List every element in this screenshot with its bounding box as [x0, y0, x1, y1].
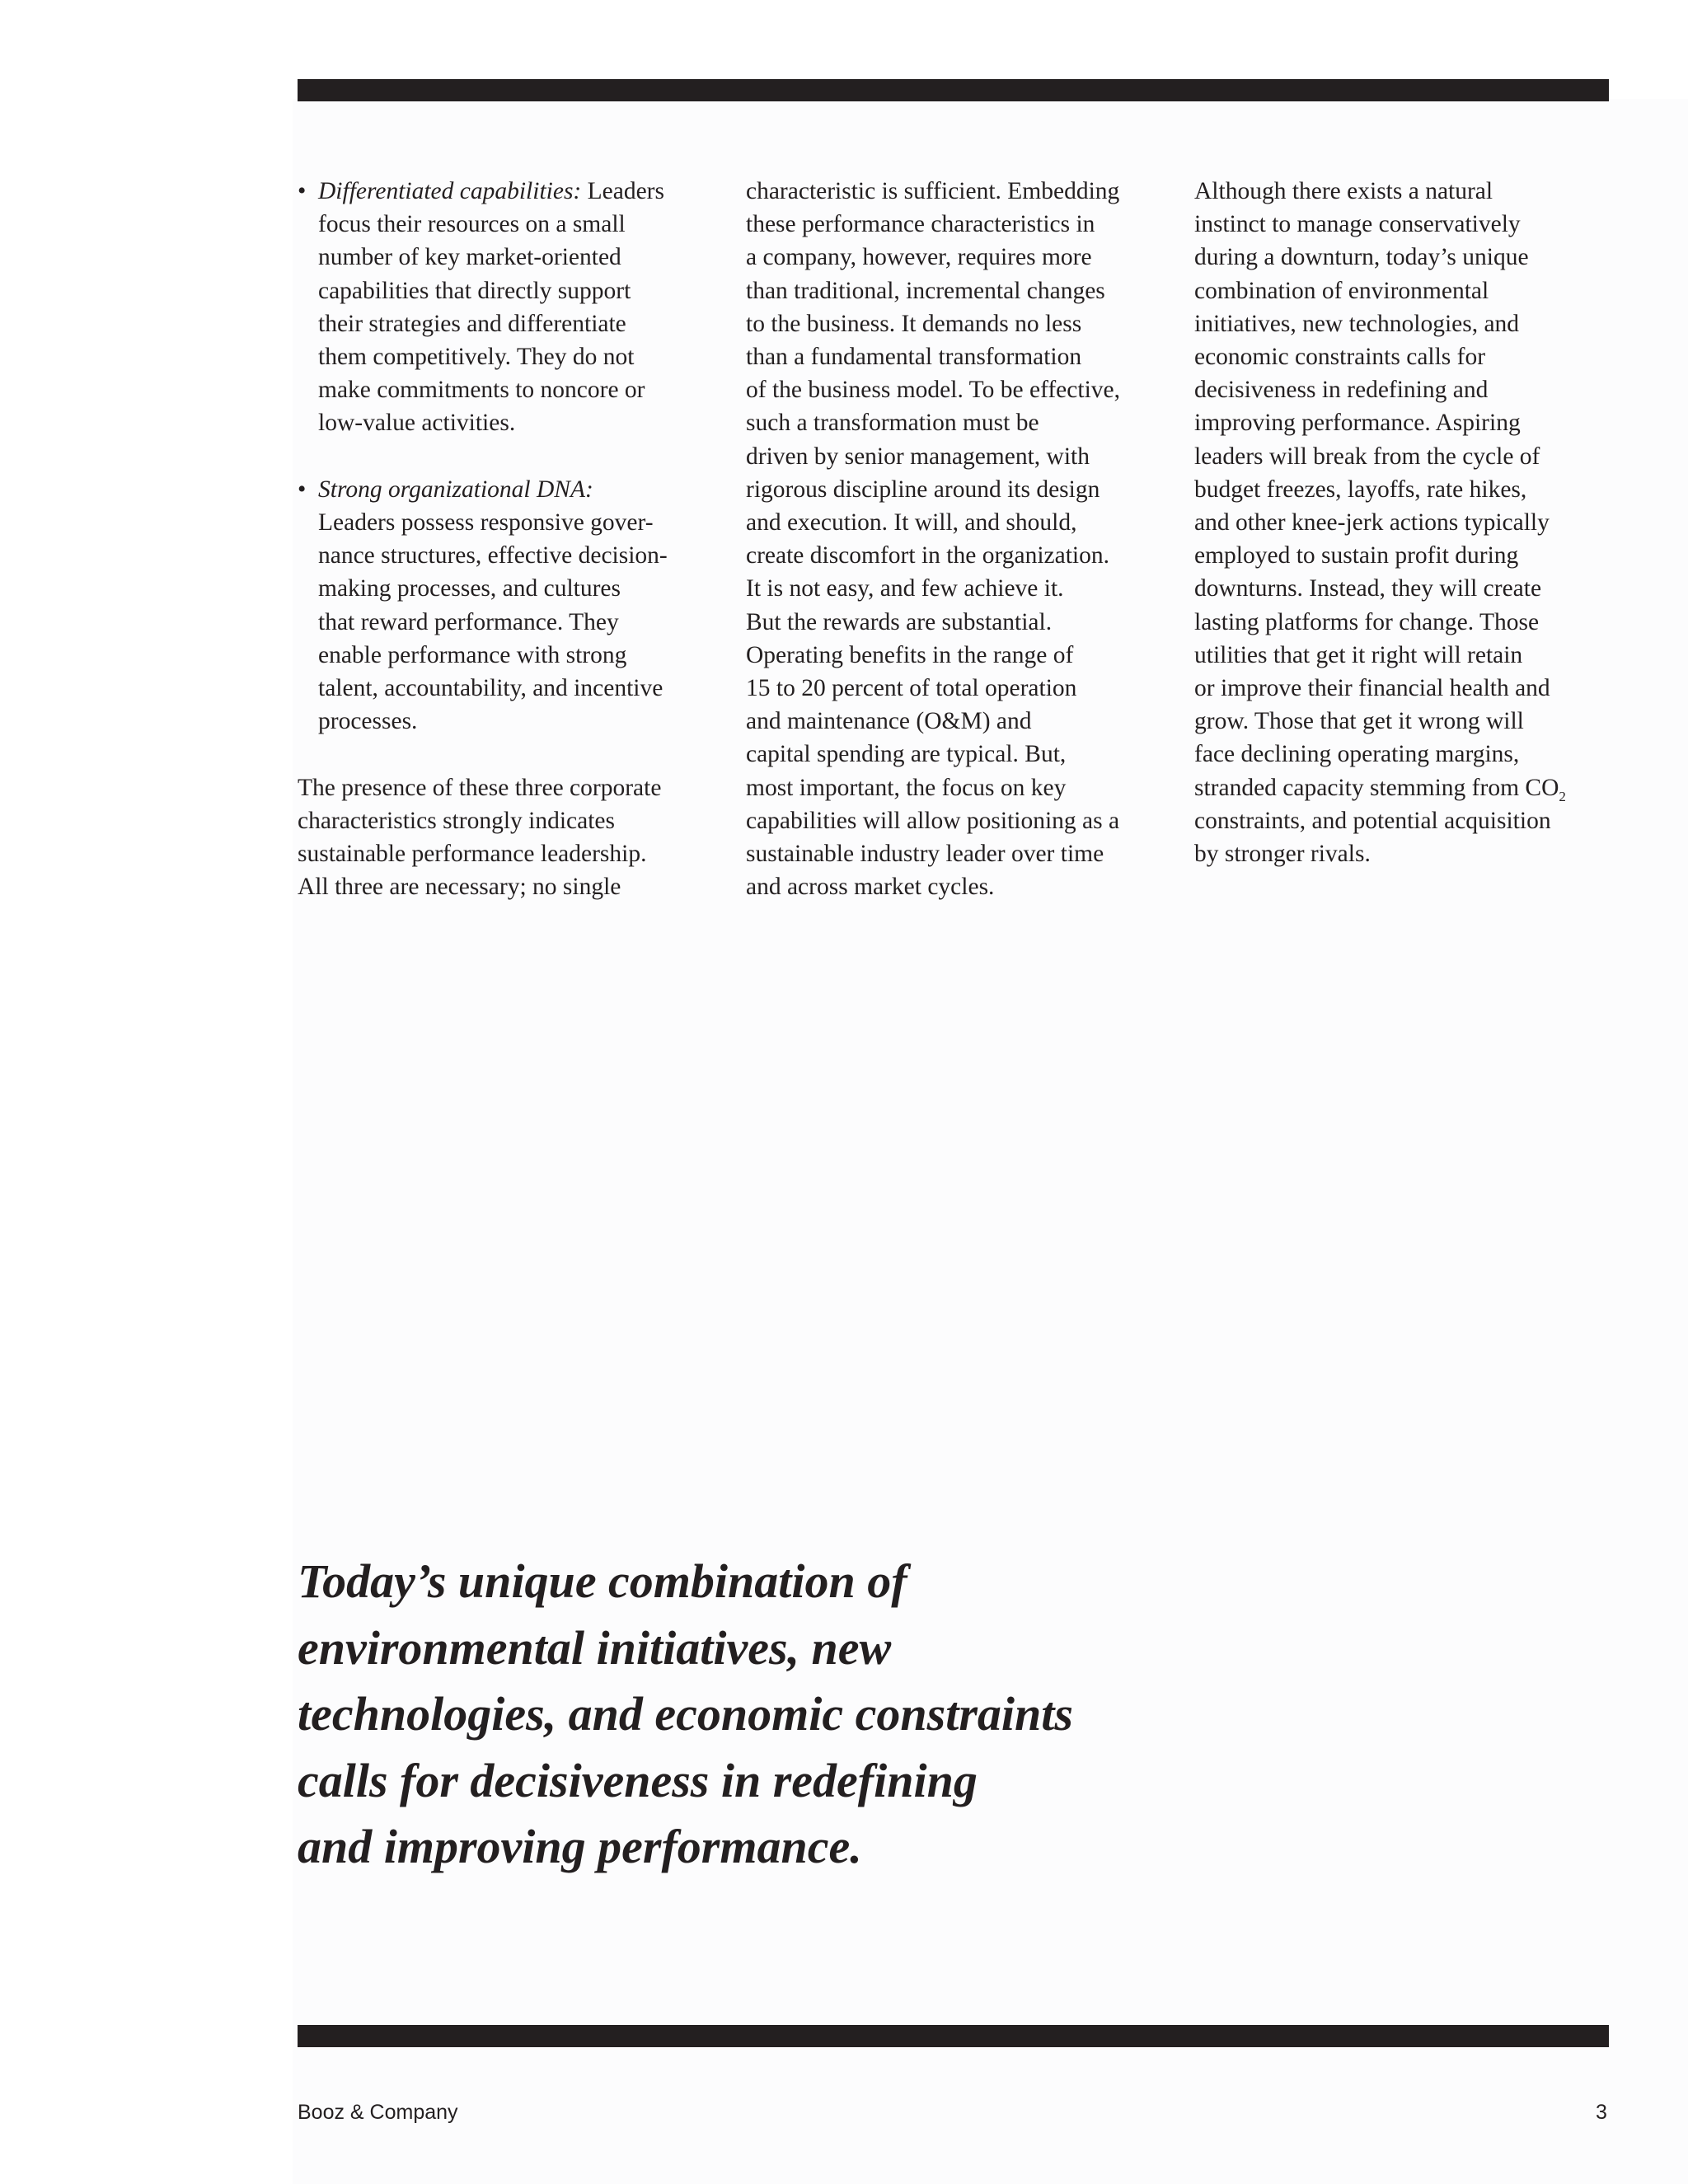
text-line: characteristics strongly indicates — [298, 807, 615, 834]
bottom-rule — [298, 2025, 1609, 2047]
text-line: instinct to manage conservatively — [1194, 211, 1521, 238]
paragraph — [298, 771, 710, 904]
text-line: capabilities will allow positioning as a — [746, 807, 1120, 834]
text-line: and other knee-jerk actions typically — [1194, 509, 1550, 537]
text-line: Operating benefits in the range of — [746, 641, 1074, 668]
text-line: by stronger rivals. — [1194, 841, 1371, 868]
bullet-differentiated-capabilities — [298, 175, 710, 440]
paragraph — [746, 175, 1158, 903]
text-line: But the rewards are substantial. — [746, 608, 1053, 635]
column-3 — [1194, 175, 1611, 870]
text-line: during a downturn, today’s unique — [1194, 244, 1529, 271]
column-2 — [746, 175, 1158, 903]
footer-company: Booz & Company — [298, 2101, 458, 2124]
text-line: to the business. It demands no less — [746, 310, 1082, 337]
text-line: characteristic is sufficient. Embedding — [746, 178, 1120, 204]
text-line: number of key market-oriented — [318, 244, 621, 271]
text-line: All three are necessary; no single — [298, 874, 621, 901]
text-line: talent, accountability, and incentive — [318, 675, 663, 702]
text-line: low-value activities. — [318, 410, 516, 437]
text-line: driven by senior management, with — [746, 443, 1090, 470]
text-line: utilities that get it right will retain — [1194, 641, 1523, 668]
pull-quote-line: technologies, and economic constraints — [298, 1687, 1073, 1741]
text-fragment: stranded capacity stemming from CO — [1194, 774, 1559, 801]
pull-quote-line: environmental initiatives, new — [298, 1620, 892, 1675]
paragraph — [1194, 175, 1611, 870]
text-line: improving performance. Aspiring — [1194, 410, 1521, 437]
text-line: than traditional, incremental changes — [746, 277, 1105, 304]
text-line: than a fundamental transformation — [746, 344, 1082, 371]
text-line: Although there exists a natural — [1194, 178, 1493, 204]
text-line: capital spending are typical. But, — [746, 741, 1067, 768]
text-line: Leaders possess responsive gover- — [318, 509, 654, 537]
text-line-co2 — [1194, 771, 1611, 804]
page-number: 3 — [1596, 2101, 1607, 2124]
text-line: of the business model. To be effective, — [746, 377, 1120, 404]
bullet-lead: Strong organizational DNA: — [318, 476, 593, 503]
text-line — [318, 175, 710, 208]
text-line: making processes, and cultures — [318, 575, 621, 602]
text-line: sustainable industry leader over time — [746, 841, 1104, 868]
text-line: leaders will break from the cycle of — [1194, 443, 1540, 470]
text-line: face declining operating margins, — [1194, 741, 1520, 768]
pull-quote-line: calls for decisiveness in redefining — [298, 1753, 978, 1807]
text-line: It is not easy, and few achieve it. — [746, 575, 1064, 602]
co2-subscript: 2 — [1559, 788, 1566, 804]
text-line: create discomfort in the organization. — [746, 542, 1109, 569]
text-line: budget freezes, layoffs, rate hikes, — [1194, 476, 1527, 503]
text-line: economic constraints calls for — [1194, 344, 1486, 371]
text-line: rigorous discipline around its design — [746, 476, 1100, 503]
text-line: make commitments to noncore or — [318, 377, 645, 404]
text-line: enable performance with strong — [318, 641, 627, 668]
text-fragment: Leaders — [581, 178, 664, 204]
text-line: sustainable performance leadership. — [298, 841, 647, 868]
text-line: most important, the focus on key — [746, 774, 1067, 801]
text-line: capabilities that directly support — [318, 277, 631, 304]
column-1 — [298, 175, 710, 903]
text-line: that reward performance. They — [318, 608, 619, 635]
text-line: their strategies and differentiate — [318, 310, 626, 337]
pull-quote-line: Today’s unique combination of — [298, 1554, 907, 1608]
text-line: such a transformation must be — [746, 410, 1039, 437]
text-line: employed to sustain profit during — [1194, 542, 1519, 569]
text-line: and maintenance (O&M) and — [746, 708, 1032, 735]
text-line: grow. Those that get it wrong will — [1194, 708, 1524, 735]
text-line: combination of environmental — [1194, 277, 1489, 304]
text-line: lasting platforms for change. Those — [1194, 608, 1540, 635]
text-line: a company, however, requires more — [746, 244, 1092, 271]
text-line: and across market cycles. — [746, 874, 995, 901]
bullet-lead: Differentiated capabilities: — [318, 178, 582, 204]
text-line: constraints, and potential acquisition — [1194, 807, 1551, 834]
text-line: them competitively. They do not — [318, 344, 635, 371]
text-line: these performance characteristics in — [746, 211, 1095, 238]
text-line: focus their resources on a small — [318, 211, 626, 238]
text-line: 15 to 20 percent of total operation — [746, 675, 1077, 702]
text-line: decisiveness in redefining and — [1194, 377, 1489, 404]
bullet-marker: • — [298, 178, 307, 204]
pull-quote-line: and improving performance. — [298, 1820, 862, 1873]
bullet-strong-organizational-dna — [298, 473, 710, 738]
paragraph-gap — [298, 440, 710, 473]
text-line: or improve their financial health and — [1194, 675, 1550, 702]
text-line: and execution. It will, and should, — [746, 509, 1077, 537]
text-line: downturns. Instead, they will create — [1194, 575, 1542, 602]
top-rule — [298, 79, 1609, 101]
paragraph-gap — [298, 738, 710, 771]
text-line: processes. — [318, 708, 418, 735]
pull-quote — [298, 1549, 1073, 1881]
text-line: nance structures, effective decision- — [318, 542, 668, 569]
text-line: initiatives, new technologies, and — [1194, 310, 1520, 337]
text-line: The presence of these three corporate — [298, 774, 662, 801]
bullet-marker: • — [298, 476, 307, 503]
